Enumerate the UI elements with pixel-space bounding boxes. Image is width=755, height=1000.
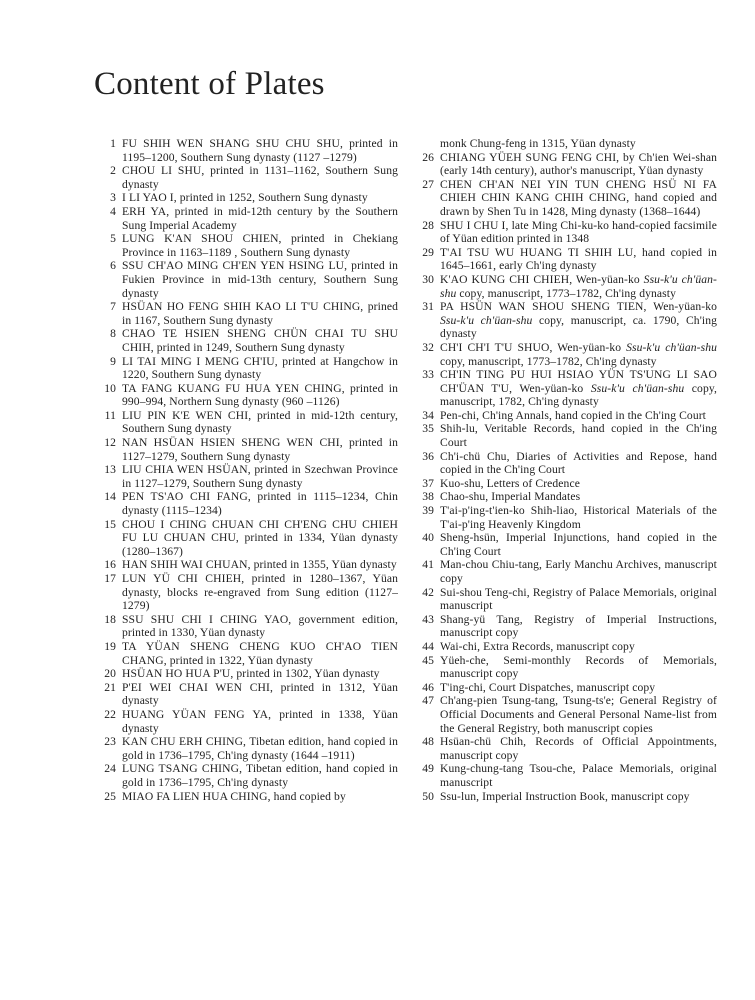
plate-text: LUNG TSANG CHING, Tibetan edition, hand copied in gold in 1736–1795, Ch'ing dynasty — [122, 762, 398, 789]
plate-description — [122, 436, 398, 463]
plate-text: MIAO FA LIEN HUA CHING, hand copied by — [122, 789, 346, 803]
plate-entry — [412, 219, 717, 246]
plate-description — [440, 219, 717, 246]
plate-entry — [94, 436, 398, 463]
plate-number: 21 — [104, 680, 116, 694]
plate-description — [122, 463, 398, 490]
plate-description — [440, 477, 717, 491]
plate-number: 48 — [422, 735, 434, 749]
plate-number: 6 — [110, 259, 116, 273]
plate-description — [440, 762, 717, 789]
plate-entry — [412, 694, 717, 735]
plate-text: LUNG K'AN SHOU CHIEN, printed in Chekiang Province in 1163–1189 , Southern Sung dynasty — [122, 232, 398, 259]
plate-number: 23 — [104, 735, 116, 749]
plate-entry — [412, 640, 717, 654]
plate-entry — [412, 450, 717, 477]
plate-entry — [412, 490, 717, 504]
plate-text: Ssu-lun, Imperial Instruction Book, manuscript copy — [440, 789, 690, 803]
plate-entry — [94, 667, 398, 681]
plate-number: 3 — [110, 191, 116, 205]
plate-text: SSU SHU CHI I CHING YAO, government edition, printed in 1330, Yüan dynasty — [122, 612, 398, 640]
plate-number: 46 — [422, 680, 434, 694]
plate-number: 22 — [104, 707, 116, 721]
plate-number: 24 — [104, 762, 116, 776]
plate-text: Chao-shu, Imperial Mandates — [440, 490, 581, 504]
plates-list-right — [412, 137, 717, 803]
plate-text: Yüeh-che, Semi-monthly Records of Memorials, manuscript copy — [440, 653, 717, 681]
plate-text: P'EI WEI CHAI WEN CHI, printed in 1312, Yüan dynasty — [122, 680, 398, 708]
plate-text: TA FANG KUANG FU HUA YEN CHING, printed in 990–994, Northern Sung dynasty (960 –1126) — [122, 381, 398, 409]
plate-description — [440, 735, 717, 762]
plate-description — [440, 531, 717, 558]
plate-description — [122, 205, 398, 232]
plate-text: T'ing-chi, Court Dispatches, manuscript copy — [440, 680, 656, 694]
plate-entry — [412, 477, 717, 491]
plate-number: 37 — [422, 476, 434, 490]
plate-entry — [412, 178, 717, 219]
plate-description — [122, 790, 398, 804]
plate-text-rest: copy, manuscript, ca. 1790, Ch'ing dynasty — [440, 313, 717, 341]
plate-entry — [412, 531, 717, 558]
plate-text: Sheng-hsün, Imperial Injunctions, hand copied in the Ch'ing Court — [440, 531, 717, 558]
plate-text: CH'I CH'I T'U SHUO, Wen-yüan-ko — [440, 340, 627, 354]
plate-number: 7 — [110, 300, 116, 314]
plate-description — [122, 518, 398, 559]
plate-text: Man-chou Chiu-tang, Early Manchu Archives, manuscript copy — [440, 558, 717, 585]
plate-entry — [94, 681, 398, 708]
plate-entry — [94, 735, 398, 762]
plate-text: Ch'ang-pien Tsung-tang, Tsung-ts'e; General Registry of Official Documents and General Personal Name-list from the General Registry, both manuscript copies — [440, 694, 717, 735]
plate-text: Wai-chi, Extra Records, manuscript copy — [440, 639, 635, 653]
plate-entry — [94, 300, 398, 327]
plate-description — [440, 341, 717, 368]
plate-text: HSÜAN HO FENG SHIH KAO LI T'U CHING, prined in 1167, Southern Sung dynasty — [122, 300, 398, 327]
plate-text: Kung-chung-tang Tsou-che, Palace Memorials, original manuscript — [440, 762, 717, 789]
plate-description — [122, 355, 398, 382]
plate-number: 38 — [422, 490, 434, 504]
plate-description — [440, 246, 717, 273]
plate-text: LIU CHIA WEN HSÜAN, printed in Szechwan Province in 1127–1279, Southern Sung dynasty — [122, 463, 398, 490]
plate-entry — [94, 164, 398, 191]
plate-text: KAN CHU ERH CHING, Tibetan edition, hand copied in gold in 1736–1795, Ch'ing dynasty (1644 –1911) — [122, 735, 398, 762]
plate-description — [440, 640, 717, 654]
plate-text: SHU I CHU I, late Ming Chi-ku-ko hand-copied facsimile of Yüan edition printed in 1348 — [440, 218, 717, 246]
plate-text: T'AI TSU WU HUANG TI SHIH LU, hand copied in 1645–1661, early Ch'ing dynasty — [440, 245, 717, 273]
plate-description — [122, 572, 398, 613]
plate-entry — [412, 762, 717, 789]
plate-number: 19 — [104, 639, 116, 653]
plate-entry — [412, 341, 717, 368]
plate-text: LIU PIN K'E WEN CHI, printed in mid-12th century, Southern Sung dynasty — [122, 408, 398, 436]
plate-entry — [412, 613, 717, 640]
plate-number: 9 — [110, 354, 116, 368]
plate-number: 31 — [422, 300, 434, 314]
plate-description — [440, 151, 717, 178]
plate-entry — [94, 572, 398, 613]
plate-text: Pen-chi, Ch'ing Annals, hand copied in the Ch'ing Court — [440, 408, 707, 422]
plate-number: 32 — [422, 340, 434, 354]
plate-text: PEN TS'AO CHI FANG, printed in 1115–1234, Chin dynasty (1115–1234) — [122, 490, 398, 518]
plate-description — [122, 191, 398, 205]
plate-description — [440, 790, 717, 804]
plate-entry — [94, 382, 398, 409]
plate-description — [122, 762, 398, 789]
plate-description — [122, 382, 398, 409]
plate-description — [440, 694, 717, 735]
plate-number: 36 — [422, 449, 434, 463]
plate-description — [440, 558, 717, 585]
plate-text: HAN SHIH WAI CHUAN, printed in 1355, Yüan dynasty — [122, 558, 397, 572]
plate-entry — [412, 246, 717, 273]
plate-entry — [94, 355, 398, 382]
plate-text: HSÜAN HO HUA P'U, printed in 1302, Yüan dynasty — [122, 667, 380, 681]
plate-text: TA YÜAN SHENG CHENG KUO CH'AO TIEN CHANG, printed in 1322, Yüan dynasty — [122, 639, 398, 667]
plate-italic-title: Ssu-k'u ch'üan-shu — [590, 381, 685, 395]
plate-text: FU SHIH WEN SHANG SHU CHU SHU, printed in 1195–1200, Southern Sung dynasty (1127 –1279) — [122, 137, 398, 164]
plate-description — [440, 504, 717, 531]
plate-number: 26 — [422, 150, 434, 164]
plate-entry — [412, 137, 717, 151]
plate-description — [440, 409, 717, 423]
plate-description — [122, 640, 398, 667]
plate-number: 49 — [422, 762, 434, 776]
plate-entry — [412, 735, 717, 762]
plate-number: 11 — [104, 408, 116, 422]
plate-number: 29 — [422, 245, 434, 259]
plate-description — [122, 613, 398, 640]
plate-text: Shih-lu, Veritable Records, hand copied in the Ch'ing Court — [440, 422, 717, 450]
plate-text: CHEN CH'AN NEI YIN TUN CHENG HSÜ NI FA CHIEH CHIN KANG CHIH CHING, hand copied and drawn by Shen Tu in 1428, Ming dynasty (1368–1644) — [440, 177, 717, 218]
plate-italic-title: Ssu-k'u ch'üan-shu — [440, 313, 533, 327]
plate-number: 25 — [104, 789, 116, 803]
plate-text: NAN HSÜAN HSIEN SHENG WEN CHI, printed in 1127–1279, Southern Sung dynasty — [122, 436, 398, 463]
plate-number: 20 — [104, 667, 116, 681]
plate-number: 44 — [422, 639, 434, 653]
plate-entry — [94, 518, 398, 559]
plate-number: 12 — [104, 436, 116, 450]
plate-text: Ch'i-chü Chu, Diaries of Activities and Repose, hand copied in the Ch'ing Court — [440, 449, 717, 477]
plate-description — [440, 178, 717, 219]
plate-entry — [412, 422, 717, 449]
plate-text: HUANG YÜAN FENG YA, printed in 1338, Yüan dynasty — [122, 707, 398, 735]
plate-description — [122, 735, 398, 762]
plate-text: CHOU LI SHU, printed in 1131–1162, Southern Sung dynasty — [122, 164, 398, 191]
plate-entry — [412, 504, 717, 531]
plate-text: LUN YÜ CHI CHIEH, printed in 1280–1367, Yüan dynasty, blocks re-engraved from Sung edition (1127–1279) — [122, 572, 398, 613]
plate-entry — [94, 640, 398, 667]
plate-text: CH'IN TING PU HUI HSIAO YÜN TS'UNG LI SAO CH'ÜAN T'U, Wen-yüan-ko — [440, 368, 717, 395]
plate-text: Shang-yü Tang, Registry of Imperial Instructions, manuscript copy — [440, 612, 717, 640]
plate-text: SSU CH'AO MING CH'EN YEN HSING LU, printed in Fukien Province in mid-13th century, Southern Sung dynasty — [122, 259, 398, 300]
plate-description — [122, 708, 398, 735]
plate-description — [122, 259, 398, 300]
plate-number: 34 — [422, 408, 434, 422]
plate-number: 4 — [110, 204, 116, 218]
plate-entry — [94, 463, 398, 490]
plate-number: 30 — [422, 272, 434, 286]
plate-text: LI TAI MING I MENG CH'IU, printed at Hangchow in 1220, Southern Sung dynasty — [122, 354, 398, 382]
plate-description — [440, 450, 717, 477]
plate-text: CHOU I CHING CHUAN CHI CH'ENG CHU CHIEH FU LU CHUAN CHU, printed in 1334, Yüan dynasty (1280–1367) — [122, 517, 398, 558]
plate-entry — [412, 558, 717, 585]
plate-description — [440, 422, 717, 449]
plate-text: CHIANG YÜEH SUNG FENG CHI, by Ch'ien Wei-shan (early 14th century), author's manuscript, Yüan dynasty — [440, 150, 717, 178]
plate-description — [440, 300, 717, 341]
plate-text: Hsüan-chü Chih, Records of Official Appointments, manuscript copy — [440, 735, 717, 762]
plate-entry — [94, 191, 398, 205]
plate-number: 13 — [104, 463, 116, 477]
plate-description — [440, 273, 717, 300]
plate-number: 16 — [104, 558, 116, 572]
plate-number: 28 — [422, 218, 434, 232]
plate-entry — [94, 205, 398, 232]
plate-description — [440, 654, 717, 681]
plate-text: T'ai-p'ing-t'ien-ko Shih-liao, Historical Materials of the T'ai-p'ing Heavenly Kingdom — [440, 504, 717, 531]
plate-number: 2 — [110, 164, 116, 178]
plate-entry — [94, 137, 398, 164]
plate-number: 27 — [422, 177, 434, 191]
plate-entry — [94, 490, 398, 517]
plate-description — [122, 137, 398, 164]
plate-number: 45 — [422, 653, 434, 667]
plate-description — [122, 300, 398, 327]
plate-entry — [412, 273, 717, 300]
plate-entry — [412, 586, 717, 613]
plate-description — [440, 613, 717, 640]
plate-number: 40 — [422, 531, 434, 545]
plate-description — [122, 164, 398, 191]
plate-entry — [94, 708, 398, 735]
plate-description — [122, 681, 398, 708]
plate-entry — [94, 762, 398, 789]
plate-number: 14 — [104, 490, 116, 504]
plate-number: 5 — [110, 232, 116, 246]
plate-entry — [94, 259, 398, 300]
plate-number: 17 — [104, 572, 116, 585]
plate-number: 41 — [422, 558, 434, 572]
plate-number: 35 — [422, 422, 434, 436]
plate-entry — [94, 409, 398, 436]
plate-number: 18 — [104, 612, 116, 626]
plate-text: Kuo-shu, Letters of Credence — [440, 476, 580, 490]
plate-number: 50 — [422, 789, 434, 803]
plate-entry — [412, 151, 717, 178]
plate-entry — [94, 558, 398, 572]
plate-number: 47 — [422, 694, 434, 708]
plate-text-rest: copy, manuscript, 1782, Ch'ing dynasty — [440, 381, 717, 409]
plate-entry — [412, 409, 717, 423]
plate-entry — [412, 368, 717, 409]
plate-text-rest: copy, manuscript, 1773–1782, Ch'ing dynasty — [440, 354, 657, 368]
plate-entry — [94, 790, 398, 804]
plate-number: 10 — [104, 381, 116, 395]
plate-entry — [412, 790, 717, 804]
plate-description — [122, 558, 398, 572]
plate-text: CHAO TE HSIEN SHENG CHÜN CHAI TU SHU CHIH, printed in 1249, Southern Sung dynasty — [122, 327, 398, 354]
plate-text: PA HSÜN WAN SHOU SHENG TIEN, Wen-yüan-ko — [440, 300, 717, 314]
plate-entry — [94, 613, 398, 640]
plate-description — [122, 327, 398, 354]
plate-number: 33 — [422, 368, 434, 382]
plate-entry — [94, 232, 398, 259]
plate-number: 8 — [110, 327, 116, 341]
plate-entry — [94, 327, 398, 354]
plate-entry — [412, 300, 717, 341]
plate-description — [440, 137, 717, 151]
plate-number: 39 — [422, 504, 434, 518]
plate-number: 42 — [422, 585, 434, 599]
plate-text: I LI YAO I, printed in 1252, Southern Sung dynasty — [122, 191, 368, 205]
plate-text-rest: copy, manuscript, 1773–1782, Ch'ing dynasty — [456, 286, 676, 300]
plate-text: ERH YA, printed in mid-12th century by the Southern Sung Imperial Academy — [122, 204, 398, 232]
plate-entry — [412, 654, 717, 681]
plate-description — [440, 681, 717, 695]
plate-description — [122, 667, 398, 681]
plate-italic-title: Ssu-k'u ch'üan-shu — [626, 340, 717, 354]
plate-number: 1 — [110, 137, 116, 150]
plate-description — [440, 586, 717, 613]
plates-list-left — [94, 137, 398, 803]
plate-text: Sui-shou Teng-chi, Registry of Palace Memorials, original manuscript — [440, 585, 717, 613]
plate-number: 43 — [422, 612, 434, 626]
plate-text: K'AO KUNG CHI CHIEH, Wen-yüan-ko — [440, 272, 644, 286]
plate-italic-title: Ssu-k'u ch'üan-shu — [440, 272, 717, 300]
plate-number: 15 — [104, 517, 116, 531]
plate-description — [122, 409, 398, 436]
plate-entry — [412, 681, 717, 695]
plate-description — [122, 490, 398, 517]
plate-description — [440, 368, 717, 409]
page-title: Content of Plates — [94, 66, 325, 102]
plate-description — [440, 490, 717, 504]
plate-description — [122, 232, 398, 259]
plate-text: monk Chung-feng in 1315, Yüan dynasty — [440, 137, 636, 150]
